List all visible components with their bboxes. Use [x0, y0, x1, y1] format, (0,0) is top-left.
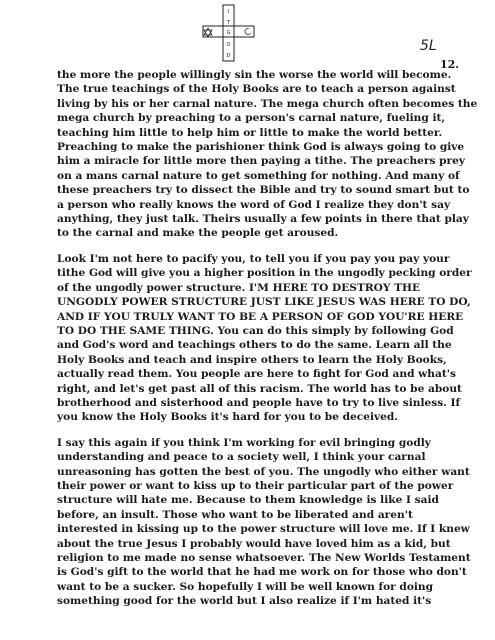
text-line: a person who really knows the word of God I realize they don't say	[57, 198, 451, 211]
text-line: brotherhood and sisterhood and people have to try to live sinless. If	[57, 396, 461, 409]
text-line: actually read them. You people are here to fight for God and what's	[57, 368, 456, 381]
text-line: the more the people willingly sin the worse the world will become.	[57, 69, 452, 81]
text-line: to the carnal and make the people get aroused.	[57, 227, 339, 240]
text-line: understanding and peace to a society well, I think your carnal	[57, 451, 426, 464]
text-line: want to be a sucker. So hopefully I will be well known for doing	[57, 580, 434, 593]
cross-letter: T	[226, 20, 231, 26]
text-line: is God's gift to the world that he had me work on for those who don't	[57, 566, 467, 579]
cross-symbol-drawing	[200, 3, 260, 63]
text-line: Look I'm not here to pacify you, to tell you if you pay you pay your	[57, 252, 450, 265]
text-line: teaching him little to help him or little to make the world better.	[57, 126, 443, 139]
cross-icon	[200, 3, 260, 63]
text-line: The true teachings of the Holy Books are to teach a person against	[57, 83, 456, 96]
cross-letter: D	[226, 53, 231, 59]
text-line: structure will hate me. Because to them knowledge is like I said	[57, 494, 439, 507]
handwritten-page-mark: 5L	[420, 38, 437, 54]
text-line: and God's word and teachings others to do the same. Learn all the	[57, 339, 452, 352]
text-line: anything, they just talk. Theirs usually a few points in there that play	[57, 213, 469, 226]
paragraph	[57, 436, 471, 609]
text-line: something good for the world but I also realize if I'm hated it's	[57, 595, 432, 608]
page-number: 12.	[440, 58, 460, 71]
text-line: Preaching to make the parishioner think God is always going to give	[57, 141, 465, 154]
text-line: these preachers try to dissect the Bible and try to sound smart but to	[57, 184, 470, 197]
text-line: interested in kissing up to the power structure will love me. If I knew	[57, 523, 470, 536]
text-line: living by his or her carnal nature. The mega church often becomes the	[57, 97, 478, 110]
text-line: religion to me made no sense whatsoever. The New Worlds Testament	[57, 552, 471, 564]
text-line: mega church by preaching to a person's carnal nature, fueling it,	[57, 112, 446, 125]
document-body	[57, 68, 478, 620]
text-line: tithe God will give you a higher position in the ungodly pecking order	[57, 267, 472, 280]
paragraph	[57, 252, 472, 425]
text-line: on a mans carnal nature to get something for nothing. And many of	[57, 169, 460, 182]
text-line: of the ungodly power structure. I'M HERE TO DESTROY THE	[57, 281, 421, 294]
text-line: him a miracle for little more then paying a tithe. The preachers prey	[57, 155, 465, 168]
text-line: right, and let's get past all of this racism. The world has to be about	[57, 382, 462, 395]
text-line: you know the Holy Books it's hard for you to be deceived.	[57, 411, 398, 424]
cross-letter: I	[227, 9, 230, 15]
cross-letter: G	[226, 30, 231, 36]
text-line: their power or want to kiss up to their particular part of the power	[57, 479, 454, 492]
text-line: about the true Jesus I probably would have loved him as a kid, but	[57, 537, 451, 550]
text-line: before, an insult. Those who want to be liberated and aren't	[57, 508, 413, 521]
text-line: I say this again if you think I'm working for evil bringing godly	[57, 436, 431, 449]
text-line: TO DO THE SAME THING. You can do this simply by following God	[57, 324, 454, 337]
text-line: Holy Books and teach and inspire others to learn the Holy Books,	[57, 353, 447, 366]
paragraph	[57, 68, 478, 241]
cross-letter: O	[226, 42, 231, 48]
text-line: UNGODLY POWER STRUCTURE JUST LIKE JESUS WAS HERE TO DO,	[57, 296, 471, 309]
text-line: AND IF YOU TRULY WANT TO BE A PERSON OF GOD YOU'RE HERE	[57, 310, 464, 323]
text-line: unreasoning has gotten the best of you. The ungodly who either want	[57, 465, 470, 478]
